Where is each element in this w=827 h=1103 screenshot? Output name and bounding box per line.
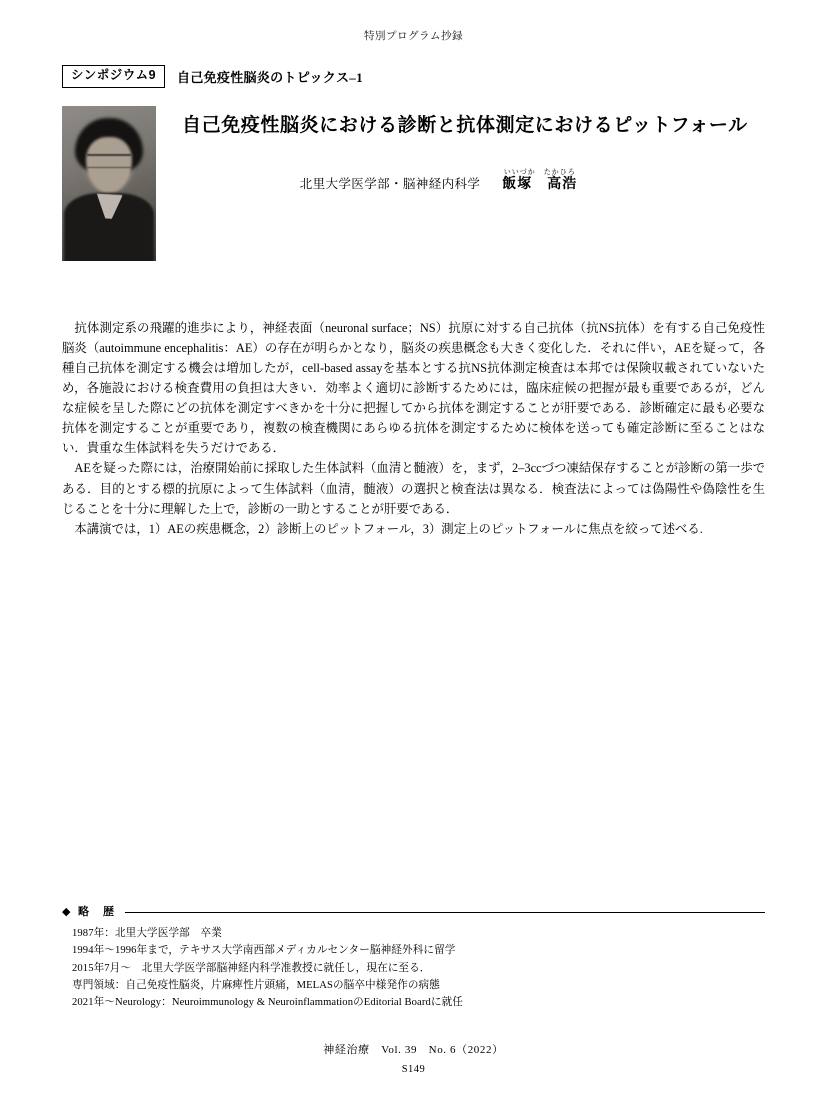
session-tag: シンポジウム9 bbox=[62, 65, 165, 88]
biography-section bbox=[62, 903, 765, 1011]
author-affiliation: 北里大学医学部・脳神経内科学 bbox=[299, 177, 481, 192]
biography-heading-label: 略 歴 bbox=[77, 906, 116, 919]
list-item: 1987年：北里大学医学部 卒業 bbox=[72, 928, 222, 940]
page-title: 自己免疫性脳炎における診断と抗体測定におけるピットフォール bbox=[182, 114, 748, 136]
author-portrait-photo bbox=[62, 106, 156, 261]
abstract-body bbox=[62, 318, 765, 539]
list-item: 2015年7月〜 北里大学医学部脳神経内科学准教授に就任し，現在に至る． bbox=[72, 962, 431, 974]
running-head: 特別プログラム抄録 bbox=[364, 31, 463, 42]
biography-list bbox=[62, 925, 765, 1011]
heading-rule bbox=[125, 912, 765, 913]
page-number: S149 bbox=[401, 1064, 426, 1075]
abstract-paragraph-2: AEを疑った際には，治療開始前に採取した生体試料（血清と髄液）を，まず，2–3ccづつ凍結保存することが診断の第一歩である．目的とする標的抗原によって生体試料（血清，髄液）の選択と検査法は異なる．検査法によっては偽陽性や偽陰性を生じることを十分に理解した上で，診断の一助とすることが肝要である． bbox=[62, 461, 765, 516]
portrait-glasses bbox=[87, 154, 130, 168]
journal-citation: 神経治療 Vol. 39 No. 6（2022） bbox=[323, 1044, 504, 1056]
session-header bbox=[62, 65, 765, 88]
author-name-block bbox=[502, 169, 577, 192]
biography-heading bbox=[62, 903, 765, 919]
session-title: 自己免疫性脳炎のトピックス–1 bbox=[177, 69, 363, 85]
list-item: 2021年〜Neurology：Neuroimmunology & NeuroinflammationのEditorial Boardに就任 bbox=[72, 996, 463, 1008]
author-name-ruby: いいづか たかひろ bbox=[503, 168, 576, 177]
diamond-icon: ◆ bbox=[62, 905, 72, 918]
abstract-paragraph-3: 本講演では，1）AEの疾患概念，2）診断上のピットフォール，3）測定上のピットフォールに焦点を絞って述べる. bbox=[74, 521, 703, 536]
abstract-paragraph-1: 抗体測定系の飛躍的進歩により，神経表面（neuronal surface；NS）抗原に対する自己抗体（抗NS抗体）を有する自己免疫性脳炎（autoimmune encephalitis：AE）の存在が明らかとなり，脳炎の疾患概念も大きく変化した．それに伴い，AEを疑って，各種自己抗体を測定する機会は増加したが，cell-based assayを基本とする抗NS抗体測定検査は本邦では保険収載されていないため，各施設における検査費用の負担は大きい．効率よく適切に診断するためには，臨床症候の把握が最も重要であるが，どんな症候を呈した際にどの抗体を測定すべきかを十分に把握してから抗体を測定することが肝要である．診断確定に最も必要な抗体を測定することが重要であり，複数の検査機関にあらゆる抗体を測定するために検体を送っても確定診断に至ることはない．貴重な生体試料を失うだけである． bbox=[62, 320, 765, 456]
author-line bbox=[182, 169, 765, 192]
page-footer bbox=[0, 1041, 827, 1075]
list-item: 専門領域：自己免疫性脳炎，片麻痺性片頭痛，MELASの脳卒中様発作の病態 bbox=[72, 979, 440, 991]
title-block bbox=[62, 106, 765, 276]
list-item: 1994年〜1996年まで，テキサス大学南西部メディカルセンター脳神経外科に留学 bbox=[72, 945, 456, 957]
author-name: 飯塚 高浩 bbox=[502, 177, 578, 193]
